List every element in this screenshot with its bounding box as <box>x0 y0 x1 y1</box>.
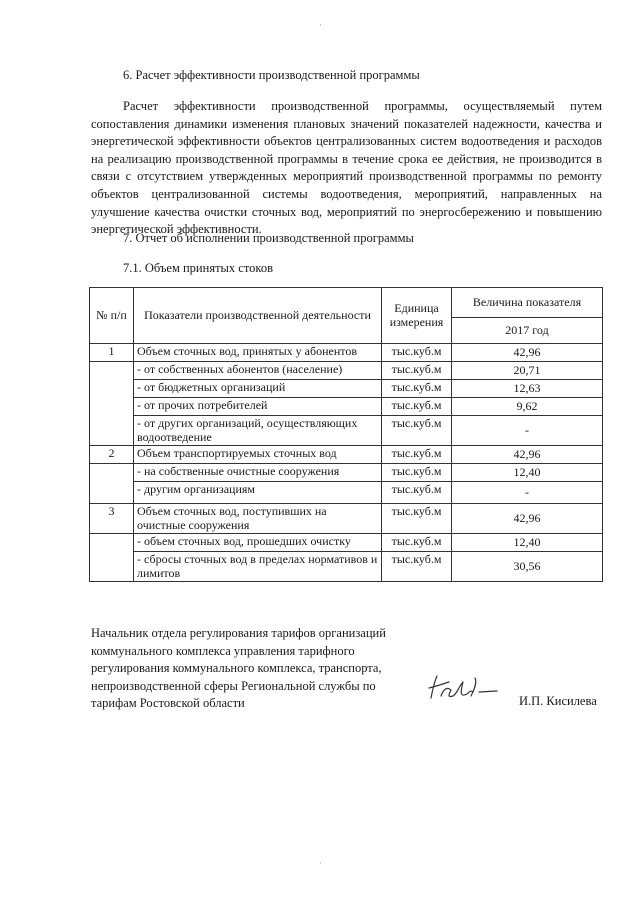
row-name: - объем сточных вод, прошедших очистку <box>134 534 382 552</box>
table-row <box>90 534 603 552</box>
row-unit: тыс.куб.м <box>382 552 452 582</box>
header-unit: Единица измерения <box>382 288 452 344</box>
section-6-heading: 6. Расчет эффективности производственной программы <box>123 68 420 82</box>
row-value: 30,56 <box>452 552 603 582</box>
row-num <box>90 464 134 504</box>
row-value: 42,96 <box>452 446 603 464</box>
row-value: 12,40 <box>452 464 603 482</box>
row-name: - другим организациям <box>134 482 382 504</box>
row-value: 42,96 <box>452 504 603 534</box>
table-row <box>90 416 603 446</box>
scan-mark: · <box>319 20 322 30</box>
row-unit: тыс.куб.м <box>382 504 452 534</box>
row-name: Объем транспортируемых сточных вод <box>134 446 382 464</box>
table-row <box>90 464 603 482</box>
row-num: 3 <box>90 504 134 534</box>
row-name: - от собственных абонентов (население) <box>134 362 382 380</box>
header-num: № п/п <box>90 288 134 344</box>
table-row <box>90 482 603 504</box>
row-value: 9,62 <box>452 398 603 416</box>
row-value: 42,96 <box>452 344 603 362</box>
section-7-1-heading: 7.1. Объем принятых стоков <box>123 261 273 275</box>
row-num <box>90 362 134 446</box>
row-unit: тыс.куб.м <box>382 398 452 416</box>
row-name: Объем сточных вод, поступивших на очистные сооружения <box>134 504 382 534</box>
row-unit: тыс.куб.м <box>382 380 452 398</box>
signatory-position: Начальник отдела регулирования тарифов организаций коммунального комплекса управления тарифного регулирования коммунального комплекса, транспорта, непроизводственной сферы Региональной службы по тарифам Ростовской области <box>91 626 386 711</box>
table-row <box>90 446 603 464</box>
header-indicator: Показатели производственной деятельности <box>134 288 382 344</box>
scan-mark: · <box>319 858 322 868</box>
row-unit: тыс.куб.м <box>382 344 452 362</box>
table-row <box>90 552 603 582</box>
wastewater-volume-table <box>89 287 603 582</box>
row-unit: тыс.куб.м <box>382 416 452 446</box>
row-name: - на собственные очистные сооружения <box>134 464 382 482</box>
row-num <box>90 534 134 582</box>
row-unit: тыс.куб.м <box>382 464 452 482</box>
row-unit: тыс.куб.м <box>382 534 452 552</box>
signatory-name: И.П. Кисилева <box>519 694 597 708</box>
row-unit: тыс.куб.м <box>382 446 452 464</box>
table-row <box>90 504 603 534</box>
table-row <box>90 362 603 380</box>
header-year: 2017 год <box>452 318 603 344</box>
row-value: 20,71 <box>452 362 603 380</box>
header-value-group: Величина показателя <box>452 288 603 318</box>
row-unit: тыс.куб.м <box>382 482 452 504</box>
table-row <box>90 398 603 416</box>
row-value: 12,63 <box>452 380 603 398</box>
row-num: 1 <box>90 344 134 362</box>
row-name: - от других организаций, осуществляющих водоотведение <box>134 416 382 446</box>
row-value: - <box>452 416 603 446</box>
row-unit: тыс.куб.м <box>382 362 452 380</box>
handwritten-signature <box>425 668 500 708</box>
row-name: - от бюджетных организаций <box>134 380 382 398</box>
row-name: - сбросы сточных вод в пределах нормативов и лимитов <box>134 552 382 582</box>
table-row <box>90 344 603 362</box>
table-row <box>90 380 603 398</box>
section-7-heading: 7. Отчет об исполнении производственной программы <box>123 231 414 245</box>
row-name: Объем сточных вод, принятых у абонентов <box>134 344 382 362</box>
section-6-paragraph: Расчет эффективности производственной программы, осуществляемый путем сопоставления динамики изменения плановых значений показателей надежности, качества и энергетической эффективности объектов централизованных систем водоотведения и расходов на реализацию производственной программы в течение срока ее действия, не производится в связи с отсутствием утвержденных мероприятий производственной программы по ремонту объектов централизованной системы водоотведения, мероприятий, направленных на улучшение качества очистки сточных вод, мероприятий по энергосбережению и повышению энергетической эффективности. <box>91 99 602 237</box>
row-name: - от прочих потребителей <box>134 398 382 416</box>
row-value: - <box>452 482 603 504</box>
row-num: 2 <box>90 446 134 464</box>
row-value: 12,40 <box>452 534 603 552</box>
